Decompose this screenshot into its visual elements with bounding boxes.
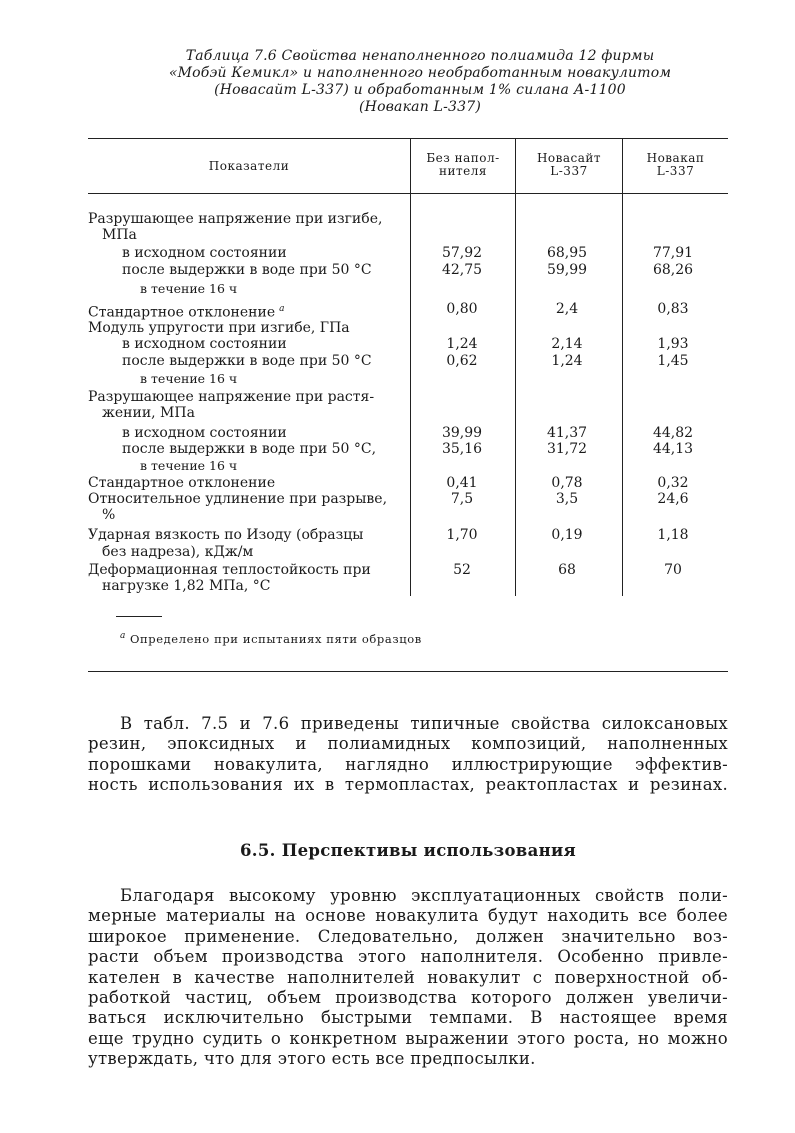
table-bottom-rule (88, 671, 728, 672)
table-cell: 68 (558, 562, 576, 578)
text-line: утверждать, что для этого есть все предпосылки. (88, 1049, 536, 1069)
row-label: Разрушающее напряжение при изгибе, (88, 211, 383, 227)
column-divider (410, 138, 411, 596)
row-label: после выдержки в воде при 50 °С (122, 262, 372, 278)
row-label: после выдержки в воде при 50 °С, (122, 441, 377, 457)
section-heading: 6.5. Перспективы использования (240, 841, 576, 860)
row-label: Относительное удлинение при разрыве, (88, 491, 388, 507)
row-label: жении, МПа (102, 405, 195, 421)
table-cell: 1,45 (657, 353, 689, 369)
caption-line: «Мобэй Кемикл» и наполненного необработанным новакулитом (168, 65, 672, 81)
table-cell: 44,82 (652, 425, 694, 441)
table-cell: 35,16 (441, 441, 483, 457)
footnote-mark: а (120, 631, 126, 641)
table-cell: 1,70 (446, 527, 478, 543)
text-line: кателен в качестве наполнителей новакулит с поверхностной об- (88, 967, 728, 987)
row-label: Ударная вязкость по Изоду (образцы (88, 527, 364, 543)
table-cell: 52 (453, 562, 471, 578)
header-line: Новасайт (536, 151, 602, 165)
table-cell: 0,62 (446, 353, 478, 369)
row-label: нагрузке 1,82 МПа, °С (102, 578, 271, 594)
table-cell: 59,99 (546, 262, 588, 278)
caption-line: (Новасайт L-337) и обработанным 1% силана А-1100 (214, 82, 626, 98)
paragraph-outlook (88, 886, 728, 1070)
row-label: Стандартное отклонение $^а$ (88, 304, 285, 321)
text-line: расти объем производства этого наполнителя. Особенно привле- (88, 947, 728, 967)
text-line: ность использования их в термопластах, реактопластах и резинах. (88, 775, 728, 795)
header-novasite (516, 152, 622, 178)
header-line: L-337 (656, 164, 695, 178)
table-cell: 1,18 (657, 527, 689, 543)
table-cell: 41,37 (546, 425, 588, 441)
footnote-rule (116, 616, 162, 617)
table-cell: 1,93 (657, 336, 689, 352)
row-label: после выдержки в воде при 50 °С (122, 353, 372, 369)
text-line: мерные материалы на основе новакулита будут находить все более (88, 906, 728, 926)
table-cell: 0,19 (551, 527, 583, 543)
row-label: Разрушающее напряжение при растя- (88, 389, 375, 405)
table-cell: 31,72 (546, 441, 588, 457)
text-line: резин, эпоксидных и полиамидных композиций, наполненных (88, 734, 728, 754)
table-cell: 3,5 (555, 491, 579, 507)
row-label: Деформационная теплостойкость при (88, 562, 371, 578)
row-label: в течение 16 ч (140, 371, 238, 386)
header-line: нителя (439, 164, 487, 178)
row-label: МПа (102, 227, 137, 243)
text-line: порошками новакулита, наглядно иллюстрирующие эффектив- (88, 754, 728, 774)
table-cell: 68,95 (546, 245, 588, 261)
header-line: Новакап (646, 151, 705, 165)
table-cell: 0,80 (446, 301, 478, 317)
paragraph-intro (88, 714, 728, 796)
row-label: Модуль упругости при изгибе, ГПа (88, 320, 350, 336)
table-cell: 70 (664, 562, 682, 578)
text-line: широкое применение. Следовательно, должен значительно воз- (88, 926, 728, 946)
row-label: % (102, 507, 116, 523)
row-label: Стандартное отклонение (88, 475, 276, 491)
caption-line: (Новакап L-337) (359, 99, 481, 115)
table-top-rule (88, 138, 728, 139)
table-cell: 2,4 (555, 301, 579, 317)
text-line: Благодаря высокому уровню эксплуатационных свойств поли- (120, 886, 728, 905)
table-cell: 68,26 (652, 262, 694, 278)
caption-line: Таблица 7.6 Свойства ненаполненного полиамида 12 фирмы (185, 48, 655, 64)
text-line: В табл. 7.5 и 7.6 приведены типичные свойства силоксановых (120, 714, 728, 733)
table-caption (100, 48, 740, 116)
table-cell: 1,24 (446, 336, 478, 352)
header-line: L-337 (550, 164, 588, 178)
row-label: в течение 16 ч (140, 458, 238, 473)
column-divider (515, 138, 516, 596)
header-line: Без напол- (426, 151, 500, 165)
table-cell: 0,83 (657, 301, 689, 317)
table-cell: 24,6 (657, 491, 689, 507)
header-parameters: Показатели (208, 159, 290, 173)
table-cell: 2,14 (551, 336, 583, 352)
table-cell: 1,24 (551, 353, 583, 369)
table-cell: 44,13 (652, 441, 694, 457)
table-cell: 57,92 (441, 245, 483, 261)
footnote-text: Определено при испытаниях пяти образцов (129, 631, 422, 646)
table-cell: 7,5 (450, 491, 474, 507)
table-cell: 0,41 (446, 475, 478, 491)
table-cell: 42,75 (441, 262, 483, 278)
text-line: работкой частиц, объем производства которого должен увеличи- (88, 988, 728, 1008)
table-header-rule (88, 193, 728, 194)
row-label: в течение 16 ч (140, 281, 238, 296)
table-cell: 0,78 (551, 475, 583, 491)
text-line: ваться исключительно быстрыми темпами. В настоящее время (88, 1008, 728, 1028)
table-cell: 77,91 (652, 245, 694, 261)
text-line: еще трудно судить о конкретном выражении этого роста, но можно (88, 1028, 728, 1048)
row-label: в исходном состоянии (122, 336, 287, 352)
table-cell: 39,99 (441, 425, 483, 441)
header-novakap (623, 152, 728, 178)
row-label: в исходном состоянии (122, 425, 287, 441)
row-label: в исходном состоянии (122, 245, 287, 261)
row-label: без надреза), кДж/м (102, 544, 254, 560)
footnote-ref: а (279, 304, 285, 314)
header-no-filler (411, 152, 515, 178)
table-footnote (120, 631, 422, 646)
table-cell: 0,32 (657, 475, 689, 491)
